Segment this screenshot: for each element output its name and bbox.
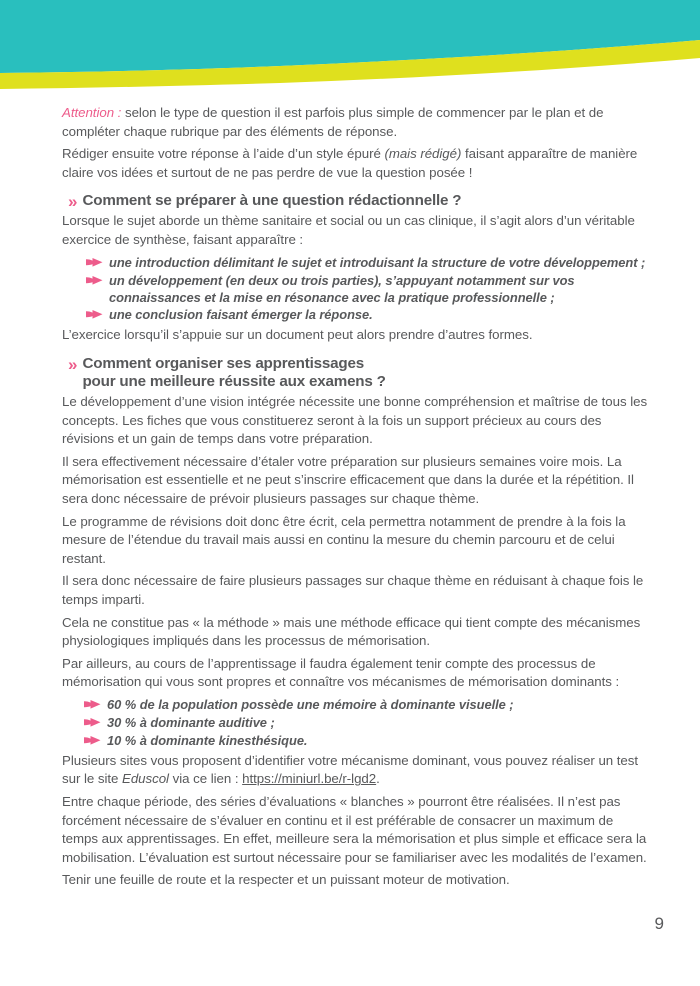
arrow-bullet-icon [84,700,101,718]
list-item [86,306,648,324]
list-item-label: 60 % de la population possède une mémoire à dominante visuelle ; [107,696,514,712]
list-item-label: 10 % à dominante kinesthésique. [107,732,308,748]
page-number: 9 [654,914,664,933]
eduscol-link-paragraph [62,752,648,789]
chevron-double-right-icon: » [68,192,78,212]
list-item-label: une conclusion faisant émerger la réponse. [109,307,373,323]
section-1-lead: Lorsque le sujet aborde un thème sanitaire et social ou un cas clinique, il s’agit alors d’un véritable exercice de synthèse, faisant apparaître : [62,213,635,247]
section-2-paragraph-1: Le développement d’une vision intégrée nécessite une bonne compréhension et maîtrise de tous les concepts. Les fiches que vous constituerez seront à la fois un support précieux au cours des révisions et un gain de temps dans votre préparation. [62,393,648,447]
eduscol-site-name: Eduscol [122,771,169,787]
list-item-label: une introduction délimitant le sujet et introduisant la structure de votre développement ; [109,254,646,270]
eduscol-test-link[interactable]: https://miniurl.be/r-lgd2 [242,771,377,787]
section-1-heading-text: Comment se préparer à une question rédactionnelle ? [82,192,462,210]
section-2-heading-text [82,355,385,392]
section-2-paragraph-3: Le programme de révisions doit donc être écrit, cela permettra notamment de prendre à la fois la mesure de l’étendue du travail mais aussi en continu la mesure du chemin parcouru et de celui restant. [62,513,626,566]
list-item-label: 30 % à dominante auditive ; [107,714,275,730]
list-item [84,732,648,750]
list-item [86,254,648,272]
memory-type-bullet-list [62,696,648,750]
arrow-bullet-icon [86,310,103,328]
arrow-bullet-icon [86,276,103,294]
header-wave-banner [0,0,700,92]
section-2-paragraph-6: Par ailleurs, au cours de l’apprentissage il faudra également tenir compte des processus de mémorisation qui vous sont propres et connaître vos mécanismes de mémorisation dominants : [62,655,620,690]
page-content [62,104,648,894]
intro-attention-paragraph [62,104,648,141]
list-item-label: un développement (en deux ou trois parties), s’appuyant notamment sur vos connaissances et la mise en résonance avec la pratique professionnelle ; [109,272,575,305]
arrow-bullet-icon [84,736,101,754]
section-2-heading [68,355,648,392]
link-paragraph-after: . [376,771,380,787]
link-paragraph-middle: via ce lien : [168,771,243,787]
intro-p2-italic: (mais rédigé) [384,146,462,162]
attention-label: Attention : [62,105,122,120]
section-2-heading-line-2: pour une meilleure réussite aux examens ? [82,373,386,391]
attention-rest: selon le type de question il est parfois plus simple de commencer par le plan et de compléter chaque rubrique par des éléments de réponse. [62,105,604,139]
section-1-heading [68,192,648,211]
intro-paragraph-2 [62,145,648,182]
section-1-bullet-list [62,254,648,325]
section-2-paragraph-5: Cela ne constitue pas « la méthode » mais une méthode efficace qui tient compte des mécanismes physiologiques impliqués dans les processus de mémorisation. [62,614,641,649]
section-2-closing-paragraph-1: Entre chaque période, des séries d’évaluations « blanches » pourront être réalisées. Il n’est pas forcément nécessaire de s’évaluer en continu et il est préférable de consacrer un maximum de temps aux apprentissages. En effet, meilleure sera la mémorisation et plus simple et efficace sera la mobilisation. L’évaluation est surtout nécessaire pour se familiariser avec les modalités de l’examen. [62,794,647,865]
section-2-paragraph-4: Il sera donc nécessaire de faire plusieurs passages sur chaque thème en réduisant à chaque fois le temps imparti. [62,573,644,607]
section-2-heading-line-1: Comment organiser ses apprentissages [82,354,364,372]
section-2-closing-paragraph-2: Tenir une feuille de route et la respecter et un puissant moteur de motivation. [62,872,510,888]
intro-p2-after: faisant apparaître de manière claire vos idées et surtout de ne pas perdre de vue la question posée ! [62,146,638,180]
intro-p2-before: Rédiger ensuite votre réponse à l’aide d’un style épuré [62,146,385,162]
link-paragraph-before: Plusieurs sites vous proposent d’identifier votre mécanisme dominant, vous pouvez réaliser un test sur le site [62,752,639,787]
arrow-bullet-icon [86,258,103,276]
list-item [86,272,648,307]
arrow-bullet-icon [84,718,101,736]
list-item [84,714,648,732]
section-2-paragraph-2: Il sera effectivement nécessaire d’étaler votre préparation sur plusieurs semaines voire mois. La mémorisation est essentielle et ne peut s’inscrire efficacement que dans la durée et la répétition. Il sera donc nécessaire de prévoir plusieurs passages sur chaque thème. [62,453,634,506]
list-item [84,696,648,714]
section-1-closing: L’exercice lorsqu’il s’appuie sur un document peut alors prendre d’autres formes. [62,327,533,343]
chevron-double-right-icon: » [68,354,78,374]
